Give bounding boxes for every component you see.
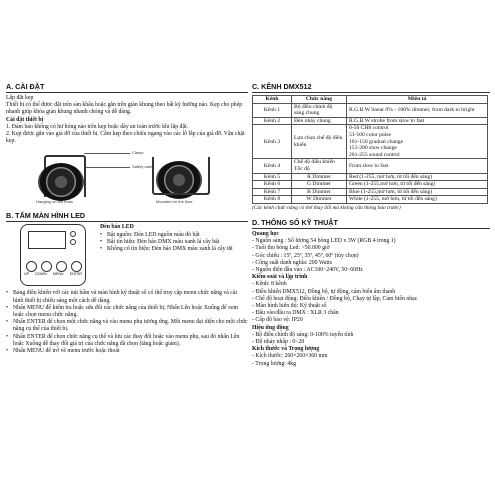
spec-item: - Độ nháy nhấp : 0~20 <box>252 338 305 345</box>
dmx-table <box>252 95 488 204</box>
left-column <box>6 82 248 355</box>
instruction-item: • Nhấn MENU để trở về menu trước hoặc thoát <box>6 348 248 355</box>
callout-floor: Mounted on the floor <box>156 199 193 205</box>
control-panel-illustration <box>20 224 86 286</box>
spec-item: - Đầu vào/đầu ra DMX : XLR 3 chân <box>252 310 339 317</box>
led-bullet: • Bật nguồn: Đèn LED nguồn màu đỏ bật <box>100 232 246 239</box>
cell-function: G Dimmer <box>292 181 347 189</box>
spec-item: - Kênh: 8 kênh <box>252 281 287 288</box>
callout-hanging: Hanging on the truss <box>36 199 73 205</box>
cell-function: Đèn nháy chung <box>292 117 347 125</box>
mounting-illustration <box>6 147 248 203</box>
header-description: Miêu tả <box>347 96 488 104</box>
spec-group-dimensions <box>252 346 490 368</box>
table-row <box>253 125 488 159</box>
up-label: UP <box>24 272 29 277</box>
desc-line: 201-255 sound control <box>349 151 400 158</box>
cell-description: Red (1-255, mờ hơn, từ tối đến sáng) <box>347 173 488 181</box>
spec-heading: Hiệu ứng động <box>252 324 289 331</box>
table-row <box>253 159 488 173</box>
cell-function: Chế độ điều khiển Tốc độ <box>292 159 347 173</box>
power-led-icon <box>70 231 76 237</box>
instruction-item: • Nhấn ENTER để chọn chức năng cụ thể và lưu các thay đổi hoặc vào menu phụ, sau đó nhấn Lên hoặc Xuống để thay đổi giá trị của chức năng đã chọn (tăng hoặc giảm). <box>6 334 248 348</box>
cell-function: W Dimmer <box>292 196 347 204</box>
spec-group-optics <box>252 231 490 274</box>
cell-channel: Kênh 1 <box>253 103 292 117</box>
menu-button[interactable] <box>56 261 67 272</box>
spec-heading: Quang học <box>252 230 279 237</box>
spec-item: - Trọng lượng: 4kg <box>252 360 297 367</box>
instruction-item: • Nhấn MENU để kiểm tra hoặc sửa đổi các chức năng của thiết bị; Nhấn Lên hoặc Xuống để xem hoặc chọn menu chức năng. <box>6 305 248 319</box>
cell-description: Blue (1-255,mờ hơn, từ tối đến sáng) <box>347 188 488 196</box>
spec-item: - Màn hình hiển thị: Kỹ thuật số <box>252 302 327 309</box>
indicator-leds <box>68 231 76 247</box>
cell-channel: Kênh 8 <box>253 196 292 204</box>
desc-line: 0-50 CH8 control <box>349 125 389 132</box>
spec-item: - Kích thước: 260×260×360 mm <box>252 353 328 360</box>
menu-label: MENU <box>52 272 64 277</box>
spec-heading: Kiểm soát và lập trình <box>252 274 308 281</box>
section-a-title: A. CÀI ĐẶT <box>6 82 248 93</box>
desc-line: 101-150 gradual change <box>349 138 404 145</box>
table-note: (Các kênh chức năng có thể thay đổi mà không cần thông báo trước) <box>252 204 401 211</box>
header-channel: Kênh <box>253 96 292 104</box>
led-bullet: • Bật tín hiệu: Đèn báo DMX màu xanh lá cây bật <box>100 239 246 246</box>
spec-item: - Điều khiển DMX512, Đồng bộ, tự động, cảm biến âm thanh <box>252 288 396 295</box>
table-row <box>253 181 488 189</box>
spec-item: - Cấp độ bảo vệ: IP20 <box>252 317 303 324</box>
desc-line: 51-100 color pulse <box>349 131 391 138</box>
led-bullet: • Không có tín hiệu: Đèn báo DMX màu xanh lá cây tắt <box>100 246 246 253</box>
install-step-2: 2. Kẹp được gắn vào giá đỡ của thiết bị. Cắm kẹp theo chiều ngang vào các lỗ lắp của giá đỡ. Vặn chặt kẹp. <box>6 131 245 145</box>
panel-instructions <box>6 290 248 355</box>
cell-description: R.G.B.W linear 0% - 100% dimmer, from dark to bright <box>347 103 488 117</box>
cell-channel: Kênh 6 <box>253 181 292 189</box>
enter-label: ENTER <box>69 272 82 277</box>
spec-item: - Nguồn sáng : Số lượng 54 bóng LED x 3W (RGB 4 trong 1) <box>252 238 396 245</box>
down-button[interactable] <box>41 261 52 272</box>
cell-channel: Kênh 5 <box>253 173 292 181</box>
spec-group-effects <box>252 325 490 347</box>
callout-clamp: Clamp <box>132 150 144 156</box>
spec-heading: Kích thước và Trọng lượng <box>252 346 320 353</box>
subheading-install: Cài đặt thiết bị <box>6 116 44 123</box>
cell-channel: Kênh 2 <box>253 117 292 125</box>
subheading-clamp: Lắp đặt kẹp <box>6 95 34 101</box>
cell-function: Lựa chọn chế độ điều khiển <box>292 125 347 159</box>
section-d-title: D. THÔNG SỐ KỸ THUẬT <box>252 218 490 229</box>
cell-description: R.G.B.W strobe from slow to fast <box>347 117 488 125</box>
table-row <box>253 196 488 204</box>
enter-button[interactable] <box>71 261 82 272</box>
header-function: Chức năng <box>292 96 347 104</box>
spec-item: - Góc chiếu : 15º, 25º, 35º, 45º, 60º (tùy chọn) <box>252 252 359 259</box>
cell-function: R Dimmer <box>292 173 347 181</box>
cell-description: Green (1-255,mờ hơn, từ tối đến sáng) <box>347 181 488 189</box>
down-label: DOWN <box>35 272 47 277</box>
spec-item: - Tuổi thọ bóng Led: >50.000 giờ <box>252 245 330 252</box>
floor-stand-icon <box>152 157 210 195</box>
instruction-item: • Bảng điều khiển với các nút bấm và màn hình kỹ thuật số có thể truy cập menu chức năng và cài hình thiết bị chiếu sáng một cách dễ dàng. <box>6 290 248 304</box>
section-c-title: C. KÊNH DMX512 <box>252 82 490 93</box>
table-row <box>253 173 488 181</box>
spec-item: - Bộ điều chỉnh độ sáng: 0-100% tuyến tính <box>252 331 354 338</box>
cell-function: Bộ điều chỉnh độ sáng chung <box>292 103 347 117</box>
right-column <box>252 82 490 368</box>
lcd-display <box>28 231 66 249</box>
led-panel-block <box>6 224 248 290</box>
section-b-title: B. TẤM MÀN HÌNH LED <box>6 211 248 222</box>
led-bullets <box>100 232 246 254</box>
dmx-led-icon <box>70 239 76 245</box>
table-row <box>253 103 488 117</box>
up-button[interactable] <box>26 261 37 272</box>
instruction-item: • Nhấn ENTER để chọn một chức năng và vào menu phụ tương ứng. Mỗi menu đại diện cho một chức năng cụ thể của thiết bị. <box>6 319 248 333</box>
table-row <box>253 117 488 125</box>
spec-item: - Nguồn điện đầu vào : AC100~240V, 50~60Hz <box>252 266 363 273</box>
spec-item: - Chế độ hoạt động: Điều khiển / Đồng bộ, Chạy tự lập, Cảm biến nhạc <box>252 295 418 302</box>
cell-function: B Dimmer <box>292 188 347 196</box>
spec-item: - Công suất danh nghĩa: 200 Watts <box>252 259 332 266</box>
cell-description <box>347 125 488 159</box>
callout-safety-cable: Safety cable <box>132 164 155 170</box>
table-header-row <box>253 96 488 104</box>
table-row <box>253 188 488 196</box>
cell-description: From slow to fast <box>347 159 488 173</box>
install-step-1: 1. Đảm bảo không có hư hỏng nào trên kẹp hoặc dây an toàn trước khi lắp đặt. <box>6 123 189 130</box>
cell-channel: Kênh 3 <box>253 125 292 159</box>
cell-description: White (1-255, mờ hơn, từ tối đến sáng) <box>347 196 488 204</box>
cell-channel: Kênh 7 <box>253 188 292 196</box>
led-heading: Đèn báo LED <box>100 224 134 231</box>
cell-channel: Kênh 4 <box>253 159 292 173</box>
desc-line: 151-200 slow change <box>349 145 397 152</box>
paragraph-clamp: Thiết bị có thể được đặt trên sàn khấu hoặc gắn trên giàn khung theo bất kỳ hướng nào. Kẹp cho phép nhanh giúp khóa giàn khung nhanh chóng và dễ dàng. <box>6 102 243 116</box>
spec-group-control <box>252 274 490 324</box>
